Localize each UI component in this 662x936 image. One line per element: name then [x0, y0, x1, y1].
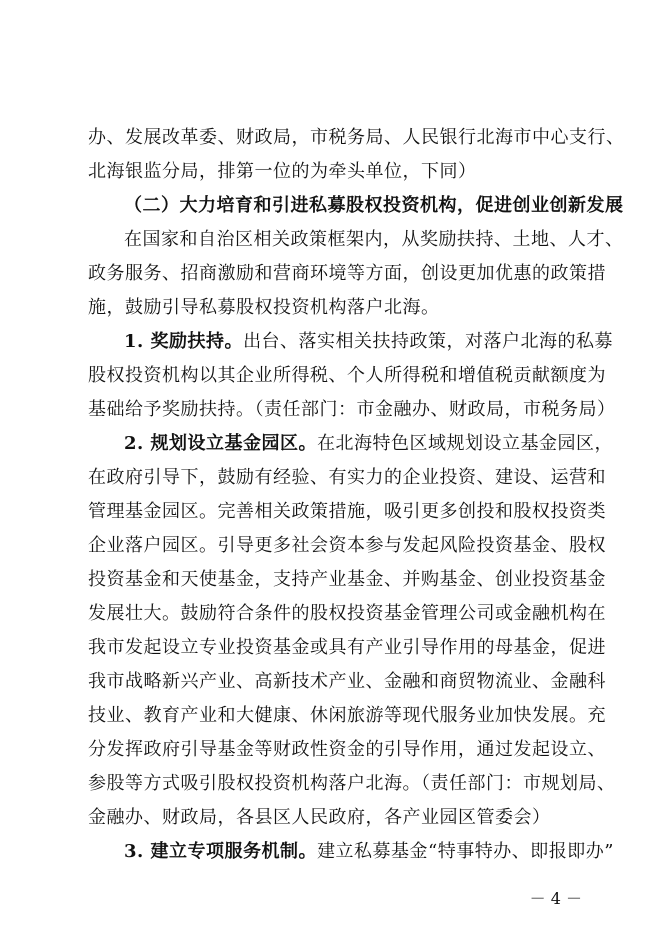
body-line-9: 基础给予奖励扶持。（责任部门：市金融办、财政局，市税务局）	[88, 399, 616, 420]
page-number: － 4 －	[529, 889, 582, 908]
body-line-18: 技业、教育产业和大健康、休闲旅游等现代服务业加快发展。充	[88, 705, 606, 726]
body-line-14: 投资基金和天使基金，支持产业基金、并购基金、创业投资基金	[88, 569, 606, 590]
body-line-5: 政务服务、招商激励和营商环境等方面，创设更加优惠的政策措	[88, 263, 606, 284]
item-3-title: 3. 建立专项服务机制。	[124, 841, 318, 862]
body-line-12: 管理基金园区。完善相关政策措施，吸引更多创投和股权投资类	[88, 501, 606, 522]
item-2-line	[124, 432, 614, 456]
body-line-17: 我市战略新兴产业、高新技术产业、金融和商贸物流业、金融科	[88, 671, 606, 692]
body-line-2: 北海银监分局，排第一位的为牵头单位，下同）	[88, 161, 477, 182]
body-line-13: 企业落户园区。引导更多社会资本参与发起风险投资基金、股权	[88, 535, 606, 556]
body-line-4: 在国家和自治区相关政策框架内，从奖励扶持、土地、人才、	[124, 229, 624, 250]
body-line-19: 分发挥政府引导基金等财政性资金的引导作用，通过发起设立、	[88, 739, 606, 760]
body-line-1: 办、发展改革委、财政局，市税务局、人民银行北海市中心支行、	[88, 127, 625, 148]
body-line-21: 金融办、财政局，各县区人民政府，各产业园区管委会）	[88, 807, 551, 828]
item-3-text: 建立私募基金“特事特办、即报即办”	[317, 841, 614, 862]
item-1-text: 出台、落实相关扶持政策，对落户北海的私募	[243, 331, 614, 352]
body-line-11: 在政府引导下，鼓励有经验、有实力的企业投资、建设、运营和	[88, 467, 606, 488]
body-line-20: 参股等方式吸引股权投资机构落户北海。（责任部门：市规划局、	[88, 773, 616, 794]
item-2-text: 在北海特色区域规划设立基金园区，	[317, 433, 614, 454]
body-line-6: 施，鼓励引导私募股权投资机构落户北海。	[88, 297, 440, 318]
body-line-8: 股权投资机构以其企业所得税、个人所得税和增值税贡献额度为	[88, 365, 606, 386]
body-line-16: 我市发起设立专业投资基金或具有产业引导作用的母基金，促进	[88, 637, 606, 658]
item-1-line	[124, 330, 614, 354]
item-2-title: 2. 规划设立基金园区。	[124, 433, 318, 454]
item-1-title: 1. 奖励扶持。	[124, 331, 244, 352]
item-3-line	[124, 840, 614, 864]
body-line-15: 发展壮大。鼓励符合条件的股权投资基金管理公司或金融机构在	[88, 603, 606, 624]
section-heading: （二）大力培育和引进私募股权投资机构，促进创业创新发展	[124, 195, 624, 216]
